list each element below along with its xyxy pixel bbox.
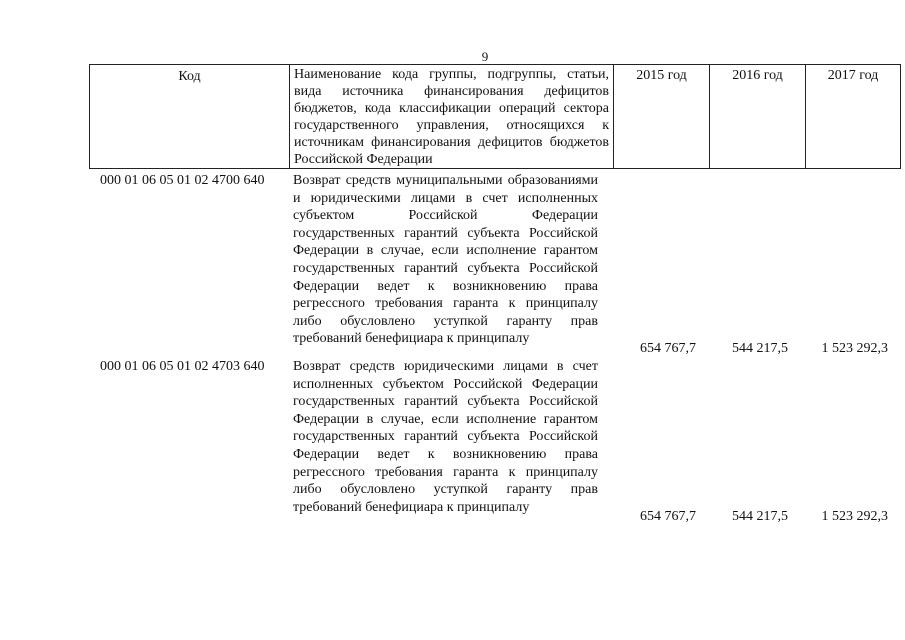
- row-value-2016: 544 217,5: [732, 509, 788, 524]
- header-year-2016: 2016 год: [710, 65, 806, 169]
- header-name: Наименование кода группы, подгруппы, статьи, вида источника финансирования дефицитов бюджетов, кода классификации операций сектора государственного управления, относящихся к источникам финансирования дефицитов бюджетов Российской Федерации: [290, 65, 614, 169]
- row-code: 000 01 06 05 01 02 4703 640: [100, 359, 265, 374]
- page-number: 9: [481, 49, 489, 64]
- header-year-2015: 2015 год: [614, 65, 710, 169]
- row-value-2016: 544 217,5: [732, 341, 788, 356]
- row-name: Возврат средств муниципальными образованиями и юридическими лицами в счет исполненных субъектом Российской Федерации государственных гарантий субъекта Российской Федерации в случае, если исполнение гарантом государственных гарантий субъекта Российской Федерации ведет к возникновению права регрессного требования гаранта к принципалу либо обусловлено уступкой гаранту прав требований бенефициара к принципалу: [293, 173, 598, 347]
- row-value-2015: 654 767,7: [640, 341, 696, 356]
- row-value-2015: 654 767,7: [640, 509, 696, 524]
- header-code: Код: [90, 65, 290, 169]
- header-row: [90, 65, 901, 169]
- row-name: Возврат средств юридическими лицами в счет исполненных субъектом Российской Федерации государственных гарантий субъекта Российской Федерации в случае, если исполнение гарантом государственных гарантий субъекта Российской Федерации ведет к возникновению права регрессного требования гаранта к принципалу либо обусловлено уступкой гаранту прав требований бенефициара к принципалу: [293, 359, 598, 515]
- table-header: [89, 64, 901, 169]
- row-value-2017: 1 523 292,3: [821, 509, 888, 524]
- header-year-2017: 2017 год: [806, 65, 901, 169]
- row-value-2017: 1 523 292,3: [821, 341, 888, 356]
- row-code: 000 01 06 05 01 02 4700 640: [100, 173, 265, 188]
